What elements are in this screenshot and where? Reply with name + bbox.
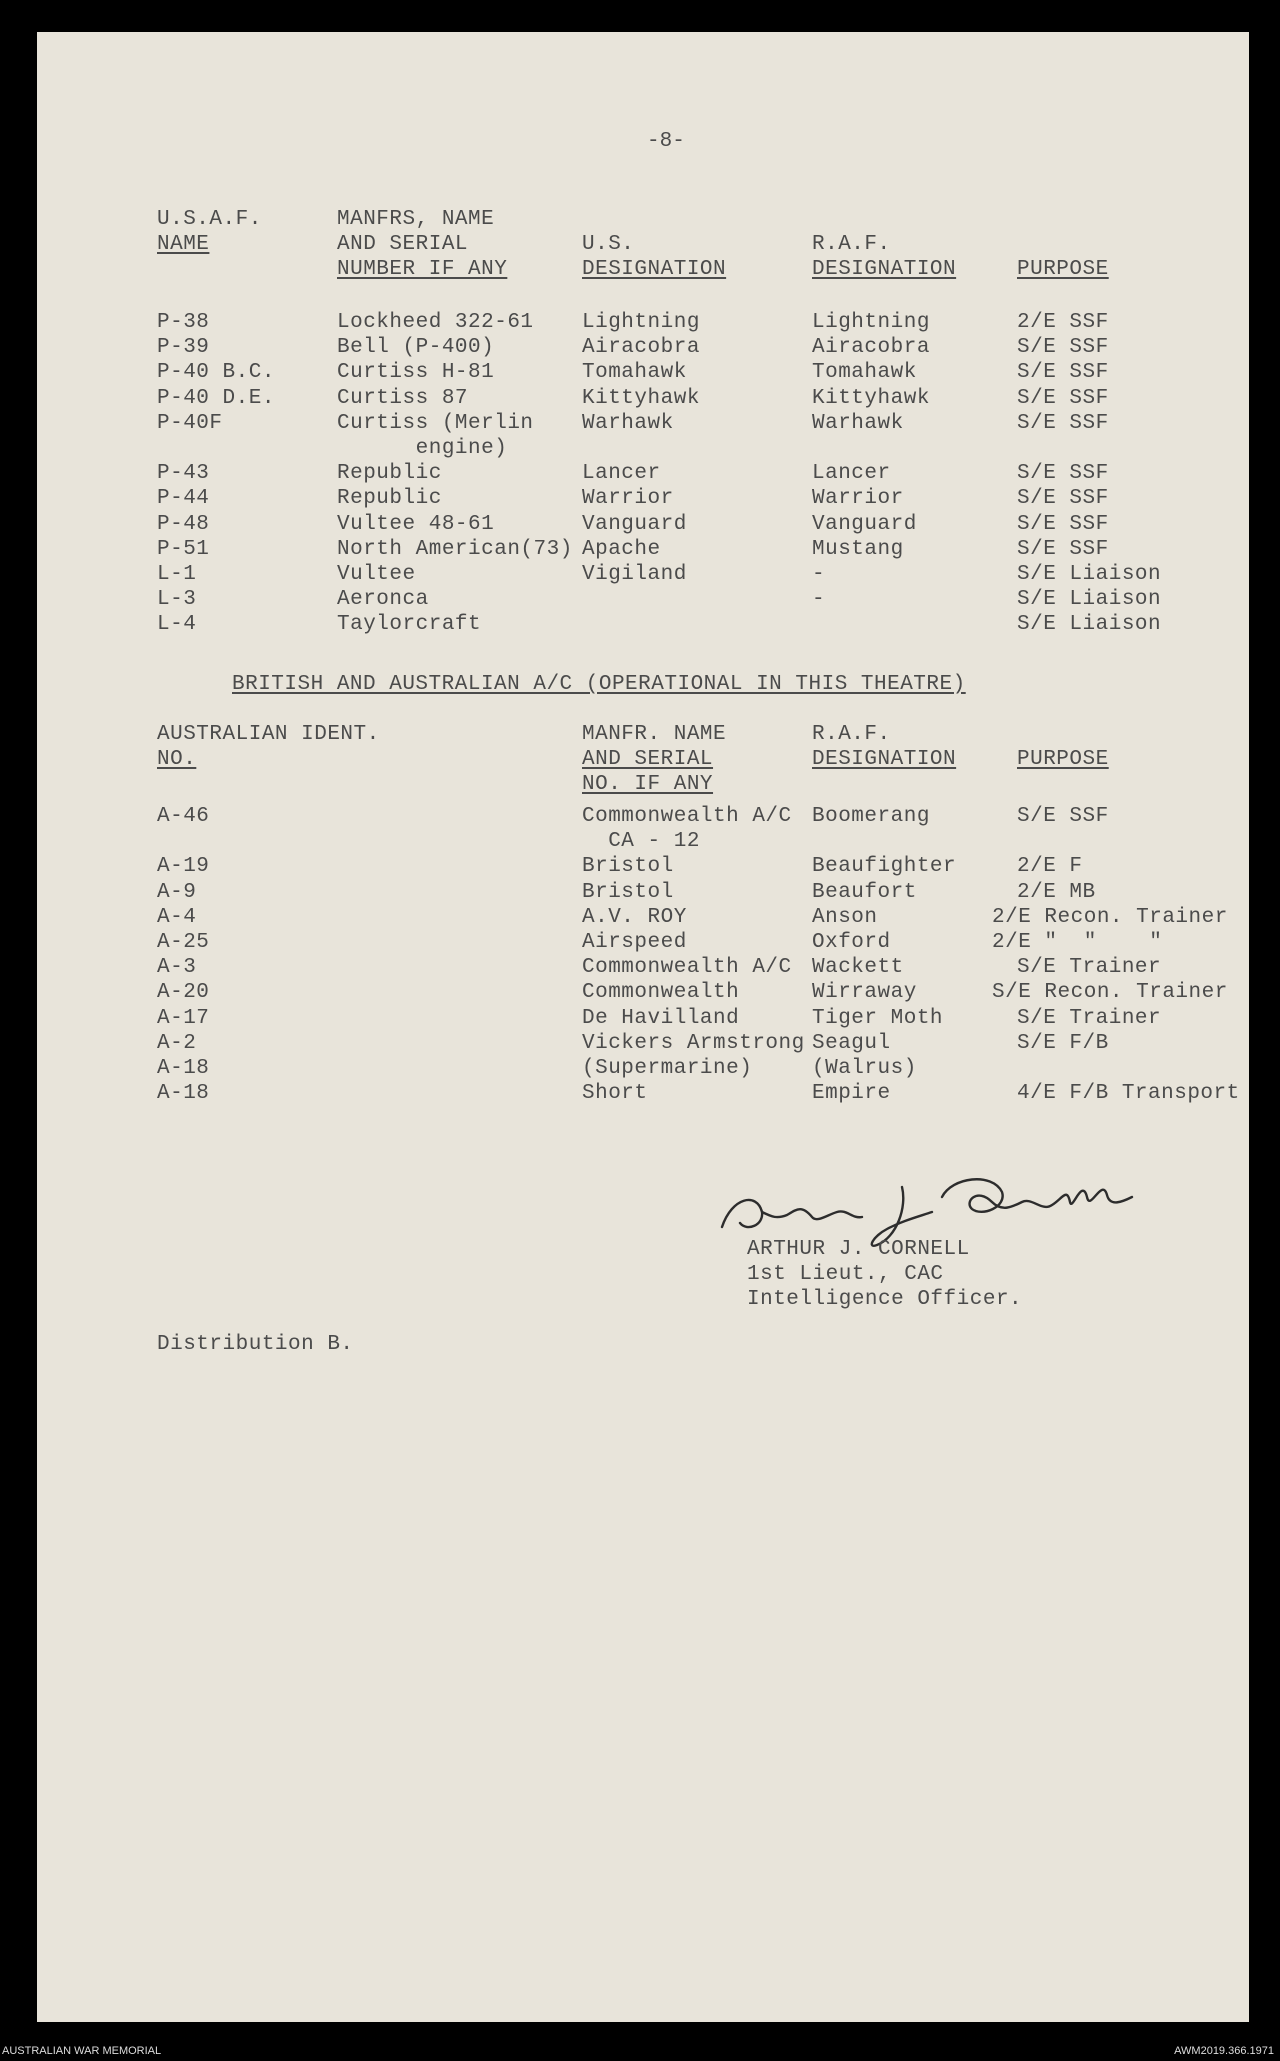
aus-cell: Vickers Armstrong: [582, 1031, 805, 1055]
usaf-header-purpose: PURPOSE: [1017, 258, 1109, 281]
aus-cell: Bristol: [582, 855, 674, 879]
usaf-cell: Kittyhawk: [582, 386, 700, 410]
usaf-cell: Lightning: [582, 311, 700, 334]
usaf-cell: Warhawk: [582, 411, 674, 435]
usaf-cell: L-4: [157, 613, 197, 637]
aus-cell: A-19: [157, 855, 210, 879]
usaf-header-manfr-3: NUMBER IF ANY: [337, 258, 508, 281]
usaf-cell: Curtiss 87: [337, 386, 469, 410]
aus-cell: 2/E Recon. Trainer: [992, 905, 1228, 929]
aus-cell: S/E F/B: [1017, 1031, 1109, 1055]
aus-cell: Beaufort: [812, 880, 917, 904]
aus-cell: 4/E F/B Transport: [1017, 1082, 1240, 1106]
usaf-cell: S/E SSF: [1017, 411, 1109, 435]
usaf-header-name-1: U.S.A.F.: [157, 208, 262, 231]
aus-cell: S/E SSF: [1017, 805, 1109, 828]
usaf-header-raf-2: DESIGNATION: [812, 258, 957, 281]
aus-cell: A-2: [157, 1031, 197, 1055]
usaf-cell: S/E Liaison: [1017, 613, 1162, 637]
usaf-cell: Lightning: [812, 311, 930, 334]
usaf-cell: Mustang: [812, 537, 904, 561]
aus-cell: De Havilland: [582, 1006, 740, 1030]
aus-cell: S/E Trainer: [1017, 1006, 1162, 1030]
footer-right: AWM2019.366.1971: [1174, 2045, 1274, 2057]
usaf-cell: Lockheed 322-61: [337, 311, 534, 334]
usaf-cell: Vultee 48-61: [337, 512, 495, 536]
aus-header-manfr-2: AND SERIAL: [582, 748, 714, 771]
aus-cell: Anson: [812, 905, 878, 929]
usaf-cell: Republic: [337, 487, 442, 511]
usaf-cell: S/E SSF: [1017, 462, 1109, 486]
usaf-cell: S/E SSF: [1017, 386, 1109, 410]
aus-cell: A-17: [157, 1006, 210, 1030]
usaf-header-name-2: NAME: [157, 233, 210, 256]
aus-cell: Wirraway: [812, 981, 917, 1005]
usaf-cell: S/E SSF: [1017, 336, 1109, 360]
aus-cell: A-18: [157, 1057, 210, 1080]
document-page: [37, 32, 1249, 2022]
aus-cell: Oxford: [812, 931, 891, 954]
aus-cell: A-18: [157, 1082, 210, 1106]
aus-header-purpose: PURPOSE: [1017, 748, 1109, 771]
section-title: BRITISH AND AUSTRALIAN A/C (OPERATIONAL IN THIS THEATRE): [232, 673, 966, 696]
aus-cell: Short: [582, 1082, 648, 1106]
signatory-title: Intelligence Officer.: [747, 1288, 1023, 1311]
aus-cell: Airspeed: [582, 931, 687, 954]
aus-cell: Commonwealth: [582, 981, 740, 1005]
distribution-note: Distribution B.: [157, 1333, 354, 1356]
usaf-header-us-2: DESIGNATION: [582, 258, 727, 281]
aus-cell: S/E Recon. Trainer: [992, 981, 1228, 1005]
usaf-cell: Vanguard: [582, 512, 687, 536]
usaf-cell: Lancer: [582, 462, 661, 486]
usaf-cell: Tomahawk: [582, 361, 687, 385]
usaf-cell: Aeronca: [337, 588, 429, 612]
usaf-cell: S/E Liaison: [1017, 588, 1162, 612]
aus-cell: Wackett: [812, 956, 904, 980]
aus-header-raf-2: DESIGNATION: [812, 748, 957, 771]
usaf-cell: P-39: [157, 336, 210, 360]
usaf-cell: -: [812, 563, 826, 586]
usaf-cell: Warrior: [582, 487, 674, 511]
aus-cell: A-4: [157, 905, 197, 929]
usaf-cell: Vultee: [337, 563, 416, 586]
usaf-cell: Kittyhawk: [812, 386, 930, 410]
usaf-cell: P-51: [157, 537, 210, 561]
aus-cell: CA - 12: [582, 830, 700, 854]
usaf-cell: P-40F: [157, 411, 223, 435]
aus-header-ident-2: NO.: [157, 748, 197, 771]
usaf-cell: S/E SSF: [1017, 537, 1109, 561]
usaf-cell: Republic: [337, 462, 442, 486]
aus-cell: Commonwealth A/C: [582, 956, 792, 980]
usaf-header-raf-1: R.A.F.: [812, 233, 891, 256]
aus-cell: Beaufighter: [812, 855, 957, 879]
usaf-cell: engine): [337, 437, 508, 460]
usaf-cell: S/E SSF: [1017, 361, 1109, 385]
usaf-cell: P-44: [157, 487, 210, 511]
usaf-cell: Taylorcraft: [337, 613, 482, 637]
aus-header-manfr-3: NO. IF ANY: [582, 773, 714, 796]
aus-cell: Empire: [812, 1082, 891, 1106]
usaf-cell: Warrior: [812, 487, 904, 511]
aus-header-raf-1: R.A.F.: [812, 723, 891, 746]
aus-cell: Bristol: [582, 880, 674, 904]
aus-cell: A-9: [157, 880, 197, 904]
aus-cell: Boomerang: [812, 805, 930, 828]
page-number: -8-: [647, 130, 685, 153]
aus-cell: A-3: [157, 956, 197, 980]
usaf-cell: L-3: [157, 588, 197, 612]
usaf-cell: 2/E SSF: [1017, 311, 1109, 334]
usaf-cell: Tomahawk: [812, 361, 917, 385]
usaf-cell: P-43: [157, 462, 210, 486]
footer-left: AUSTRALIAN WAR MEMORIAL: [2, 2045, 162, 2057]
usaf-cell: Apache: [582, 537, 661, 561]
aus-cell: A-20: [157, 981, 210, 1005]
aus-cell: A-46: [157, 805, 210, 828]
aus-cell: (Supermarine): [582, 1057, 753, 1080]
aus-cell: (Walrus): [812, 1057, 917, 1080]
aus-cell: Commonwealth A/C: [582, 805, 792, 828]
usaf-cell: North American(73): [337, 537, 573, 561]
aus-cell: A-25: [157, 931, 210, 954]
usaf-cell: P-48: [157, 512, 210, 536]
aus-cell: 2/E MB: [1017, 880, 1096, 904]
usaf-cell: Vanguard: [812, 512, 917, 536]
usaf-header-us-1: U.S.: [582, 233, 635, 256]
usaf-cell: Airacobra: [582, 336, 700, 360]
signatory-rank: 1st Lieut., CAC: [747, 1263, 944, 1286]
usaf-cell: P-40 B.C.: [157, 361, 275, 385]
usaf-cell: Curtiss (Merlin: [337, 411, 534, 435]
aus-header-ident-1: AUSTRALIAN IDENT.: [157, 723, 380, 746]
usaf-cell: Airacobra: [812, 336, 930, 360]
aus-cell: Tiger Moth: [812, 1006, 944, 1030]
usaf-header-manfr-1: MANFRS, NAME: [337, 208, 495, 231]
footer-bar: [0, 2040, 1280, 2061]
aus-header-manfr-1: MANFR. NAME: [582, 723, 727, 746]
usaf-cell: S/E SSF: [1017, 487, 1109, 511]
aus-cell: Seagul: [812, 1031, 891, 1055]
usaf-cell: Lancer: [812, 462, 891, 486]
usaf-cell: S/E Liaison: [1017, 563, 1162, 586]
usaf-header-manfr-2: AND SERIAL: [337, 233, 469, 256]
aus-cell: 2/E F: [1017, 855, 1083, 879]
signatory-name: ARTHUR J. CORNELL: [747, 1238, 970, 1261]
usaf-cell: S/E SSF: [1017, 512, 1109, 536]
aus-cell: 2/E " " ": [992, 931, 1163, 954]
usaf-cell: Warhawk: [812, 411, 904, 435]
usaf-cell: Bell (P-400): [337, 336, 495, 360]
usaf-cell: -: [812, 588, 826, 612]
usaf-cell: L-1: [157, 563, 197, 586]
aus-cell: S/E Trainer: [1017, 956, 1162, 980]
aus-cell: A.V. ROY: [582, 905, 687, 929]
usaf-cell: Vigiland: [582, 563, 687, 586]
usaf-cell: Curtiss H-81: [337, 361, 495, 385]
usaf-cell: P-38: [157, 311, 210, 334]
usaf-cell: P-40 D.E.: [157, 386, 275, 410]
